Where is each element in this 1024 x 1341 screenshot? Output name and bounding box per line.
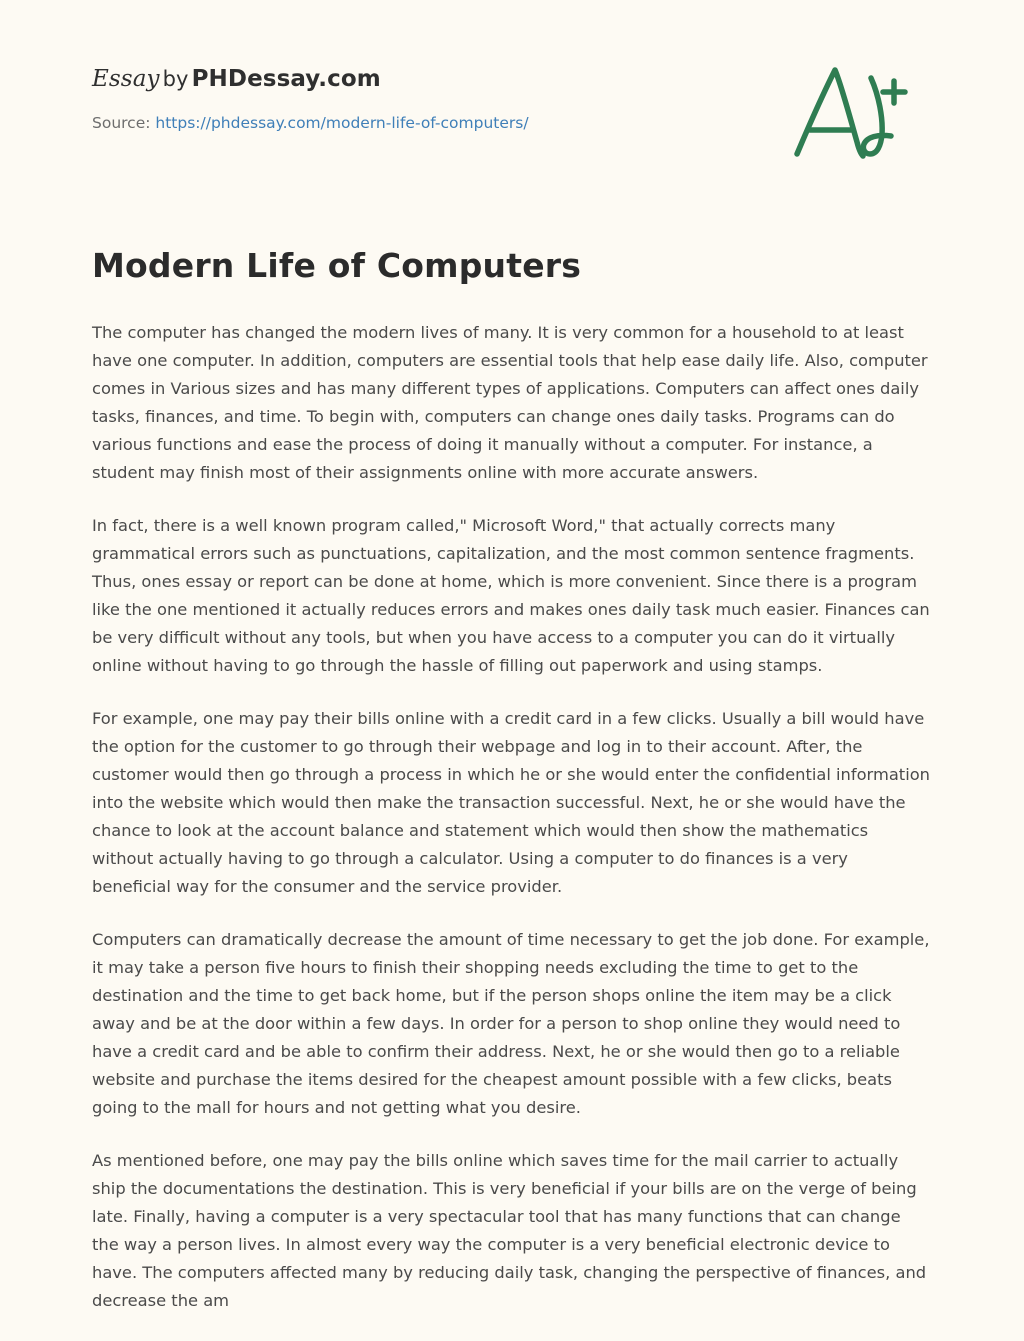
page-title: Modern Life of Computers <box>92 246 582 285</box>
article-body <box>92 319 932 1316</box>
source-line <box>92 114 529 132</box>
article-paragraph: For example, one may pay their bills online with a credit card in a few clicks. Usually a bill would have the option for the customer to go through their webpage and log in to their account. After, the customer would then go through a process in which he or she would enter the confidential information into the website which would then make the transaction successful. Next, he or she would have the chance to look at the account balance and statement which would then show the mathematics without actually having to go through a calculator. Using a computer to do finances is a very beneficial way for the consumer and the service provider. <box>92 709 930 897</box>
source-label: Source: <box>92 114 151 132</box>
phdessay-logo-icon <box>779 58 914 168</box>
brand-site-name: PHDessay.com <box>191 66 381 92</box>
document-header <box>92 56 932 168</box>
article-paragraph: In fact, there is a well known program called," Microsoft Word," that actually corrects many grammatical errors such as punctuations, capitalization, and the most common sentence fragments. Thus, ones essay or report can be done at home, which is more convenient. Since there is a program like the one mentioned it actually reduces errors and makes ones daily task much easier. Finances can be very difficult without any tools, but when you have access to a computer you can do it virtually online without having to go through the hassle of filling out paperwork and using stamps. <box>92 516 930 676</box>
article-paragraph: Computers can dramatically decrease the amount of time necessary to get the job done. For example, it may take a person five hours to finish their shopping needs excluding the time to get to the destination and the time to get back home, but if the person shops online the item may be a click away and be at the door within a few days. In order for a person to shop online they would need to have a credit card and be able to confirm their address. Next, he or she would then go to a reliable website and purchase the items desired for the cheapest amount possible with a few clicks, beats going to the mall for hours and not getting what you desire. <box>92 930 930 1118</box>
brand-essay-word: Essay <box>92 66 160 92</box>
brand-line <box>92 66 529 92</box>
header-left <box>92 56 529 132</box>
article-paragraph: As mentioned before, one may pay the bills online which saves time for the mail carrier to actually ship the documentations the destination. This is very beneficial if your bills are on the verge of being late. Finally, having a computer is a very spectacular tool that has many functions that can change the way a person lives. In almost every way the computer is a very beneficial electronic device to have. The computers affected many by reducing daily task, changing the perspective of finances, and decrease the am <box>92 1151 927 1311</box>
brand-by-word: by <box>162 67 189 91</box>
article-paragraph: The computer has changed the modern lives of many. It is very common for a household to at least have one computer. In addition, computers are essential tools that help ease daily life. Also, computer comes in Various sizes and has many different types of applications. Computers can affect ones daily tasks, finances, and time. To begin with, computers can change ones daily tasks. Programs can do various functions and ease the process of doing it manually without a computer. For instance, a student may finish most of their assignments online with more accurate answers. <box>92 323 928 483</box>
source-url-link[interactable]: https://phdessay.com/modern-life-of-computers/ <box>155 114 529 132</box>
